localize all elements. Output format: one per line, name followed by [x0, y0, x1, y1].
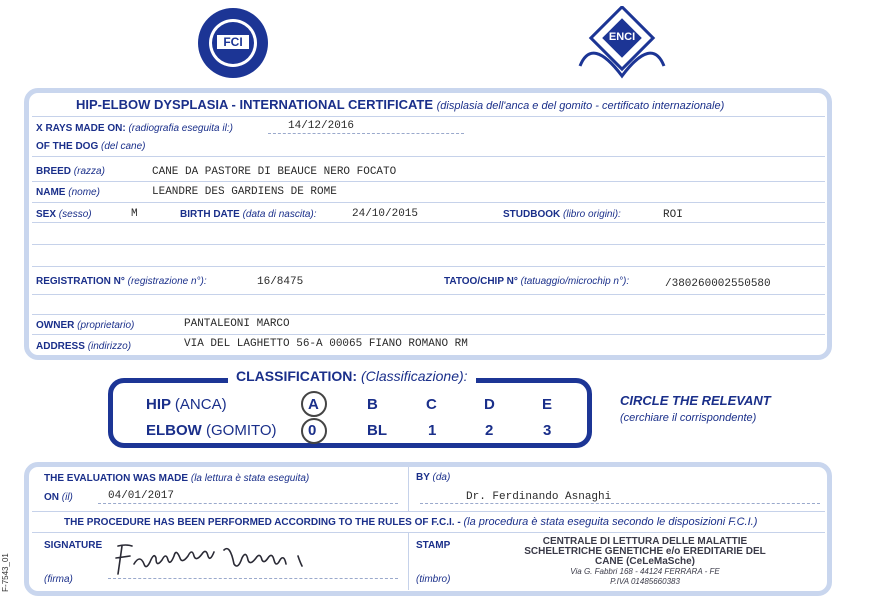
enci-logo: [572, 6, 672, 86]
xrays-label: X RAYS MADE ON: (radiografia eseguita il:): [36, 123, 233, 134]
elbow-grade-bl[interactable]: BL: [367, 422, 387, 439]
hip-grade-a[interactable]: A: [308, 396, 319, 413]
elbow-grade-1[interactable]: 1: [428, 422, 437, 439]
studbook-label: STUDBOOK (libro origini):: [503, 209, 621, 220]
tatoo-label: TATOO/CHIP N° (tatuaggio/microchip n°):: [444, 276, 630, 287]
elbow-selected-circle: [301, 418, 327, 444]
hip-selected-circle: [301, 391, 327, 417]
owner-value: PANTALEONI MARCO: [184, 318, 290, 330]
procedure-statement: THE PROCEDURE HAS BEEN PERFORMED ACCORDING TO THE RULES OF F.C.I. - (la procedura è stata eseguita secondo le disposizioni F.C.I.): [64, 516, 758, 528]
birth-date-label: BIRTH DATE (data di nascita):: [180, 209, 317, 220]
hip-grade-c[interactable]: C: [426, 396, 437, 413]
address-label: ADDRESS (indirizzo): [36, 341, 132, 352]
signature-image: [112, 540, 322, 580]
elbow-grade-2[interactable]: 2: [485, 422, 494, 439]
sex-label: SEX (sesso): [36, 209, 92, 220]
xrays-value: 14/12/2016: [288, 120, 355, 132]
address-value: VIA DEL LAGHETTO 56-A 00065 FIANO ROMANO RM: [184, 338, 468, 350]
breed-label: BREED (razza): [36, 166, 105, 177]
registration-label: REGISTRATION N° (registrazione n°):: [36, 276, 207, 287]
signature-label: SIGNATURE: [44, 540, 103, 551]
form-code: F-7543_01: [0, 553, 10, 592]
hip-grade-e[interactable]: E: [542, 396, 553, 413]
enci-logo-text: ENCI: [608, 31, 636, 43]
birth-date-value: 24/10/2015: [352, 208, 419, 220]
evaluation-made-label: THE EVALUATION WAS MADE (la lettura è stata eseguita): [44, 473, 310, 484]
studbook-value: ROI: [663, 209, 683, 221]
dog-label: OF THE DOG (del cane): [36, 141, 146, 152]
elbow-grade-0[interactable]: 0: [308, 422, 317, 439]
fci-logo: [196, 6, 270, 80]
registration-value: 16/8475: [257, 276, 304, 288]
elbow-label: ELBOW (GOMITO): [146, 422, 277, 439]
name-value: LEANDRE DES GARDIENS DE ROME: [152, 186, 337, 198]
evaluation-date-value: 04/01/2017: [108, 490, 175, 502]
certificate-title: HIP-ELBOW DYSPLASIA - INTERNATIONAL CERTIFICATE (displasia dell'anca e del gomito - certificato internazionale): [76, 97, 725, 112]
hip-grade-d[interactable]: D: [484, 396, 495, 413]
circle-note: CIRCLE THE RELEVANT: [620, 393, 771, 408]
sex-value: M: [131, 208, 138, 220]
fci-logo-text: FCI: [223, 35, 243, 49]
signature-label-it: (firma): [44, 574, 73, 585]
evaluation-by-value: Dr. Ferdinando Asnaghi: [466, 491, 612, 503]
stamp-label-it: (timbro): [416, 574, 451, 585]
tatoo-value: /380260002550580: [665, 278, 771, 290]
breed-value: CANE DA PASTORE DI BEAUCE NERO FOCATO: [152, 166, 397, 178]
owner-label: OWNER (proprietario): [36, 320, 135, 331]
name-label: NAME (nome): [36, 187, 100, 198]
evaluation-on-label: ON (il): [44, 492, 73, 503]
evaluation-by-label: BY (da): [416, 472, 451, 483]
certificate-subtitle: (displasia dell'anca e del gomito - certificato internazionale): [436, 100, 725, 112]
classification-title: CLASSIFICATION: (Classificazione):: [228, 368, 476, 384]
circle-note-it: (cerchiare il corrispondente): [620, 412, 757, 424]
elbow-grade-3[interactable]: 3: [543, 422, 552, 439]
hip-grade-b[interactable]: B: [367, 396, 378, 413]
hip-label: HIP (ANCA): [146, 396, 227, 413]
clinic-stamp: CENTRALE DI LETTURA DELLE MALATTIE SCHELETRICHE GENETICHE e/o EREDITARIE DEL CANE (CeLeMaSche) Via G. Fabbri 168 - 44124 FERRARA - FE P.IVA 01485660383: [524, 536, 766, 586]
stamp-label: STAMP: [416, 540, 451, 551]
